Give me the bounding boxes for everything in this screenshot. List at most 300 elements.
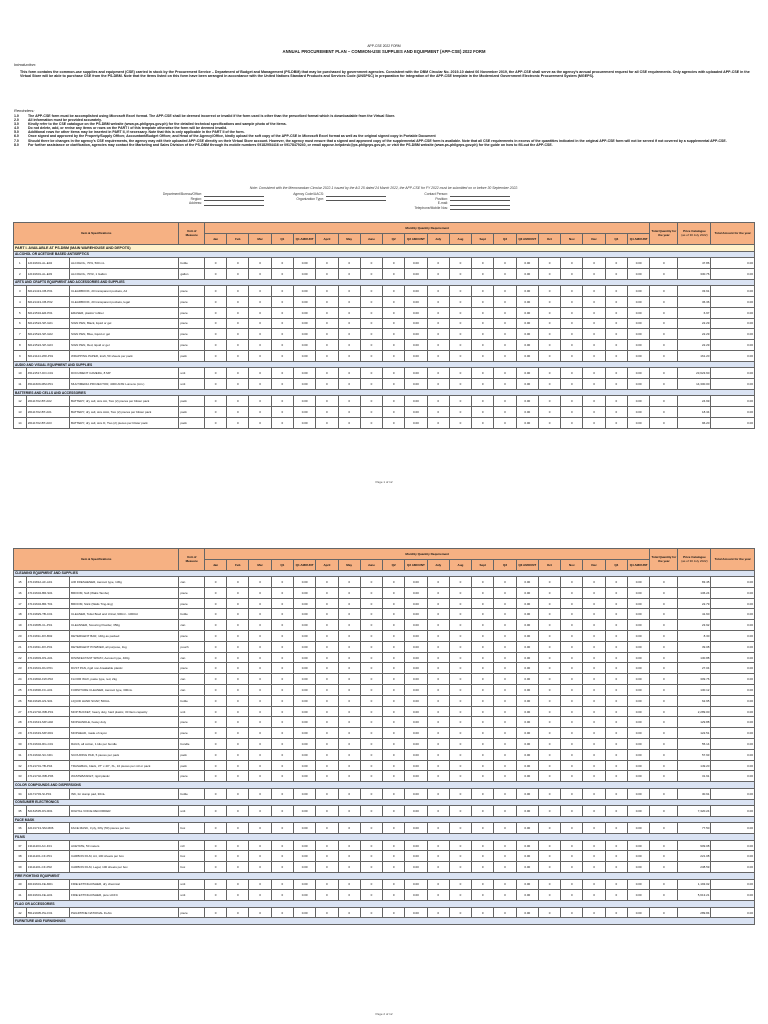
month-quantity-cell[interactable]: 0: [538, 417, 560, 428]
month-quantity-cell[interactable]: 0: [249, 685, 271, 696]
month-quantity-cell[interactable]: 0: [338, 879, 360, 890]
month-quantity-cell[interactable]: 0: [538, 598, 560, 609]
month-quantity-cell[interactable]: 0: [360, 407, 382, 418]
month-quantity-cell[interactable]: 0: [583, 663, 605, 674]
month-quantity-cell[interactable]: 0: [449, 407, 471, 418]
telephone-input[interactable]: [450, 206, 510, 211]
month-quantity-cell[interactable]: 0: [249, 396, 271, 407]
month-quantity-cell[interactable]: 0: [249, 407, 271, 418]
month-quantity-cell[interactable]: 0: [538, 641, 560, 652]
month-quantity-cell[interactable]: 0: [249, 620, 271, 631]
organization-type-input[interactable]: [326, 197, 386, 202]
month-quantity-cell[interactable]: 0: [583, 417, 605, 428]
month-quantity-cell[interactable]: 0: [249, 577, 271, 588]
month-quantity-cell[interactable]: 0: [249, 329, 271, 340]
month-quantity-cell[interactable]: 0: [338, 717, 360, 728]
month-quantity-cell[interactable]: 0: [583, 706, 605, 717]
month-quantity-cell[interactable]: 0: [449, 587, 471, 598]
month-quantity-cell[interactable]: 0: [204, 641, 226, 652]
month-quantity-cell[interactable]: 0: [338, 340, 360, 351]
month-quantity-cell[interactable]: 0: [449, 396, 471, 407]
month-quantity-cell[interactable]: 0: [561, 760, 583, 771]
month-quantity-cell[interactable]: 0: [227, 739, 249, 750]
month-quantity-cell[interactable]: 0: [338, 587, 360, 598]
month-quantity-cell[interactable]: 0: [360, 296, 382, 307]
month-quantity-cell[interactable]: 0: [204, 717, 226, 728]
month-quantity-cell[interactable]: 0: [449, 879, 471, 890]
month-quantity-cell[interactable]: 0: [561, 879, 583, 890]
month-quantity-cell[interactable]: 0: [227, 788, 249, 799]
month-quantity-cell[interactable]: 0: [561, 631, 583, 642]
month-quantity-cell[interactable]: 0: [583, 879, 605, 890]
month-quantity-cell[interactable]: 0: [472, 258, 494, 269]
month-quantity-cell[interactable]: 0: [449, 379, 471, 390]
month-quantity-cell[interactable]: 0: [316, 307, 338, 318]
month-quantity-cell[interactable]: 0: [472, 771, 494, 782]
month-quantity-cell[interactable]: 0: [538, 674, 560, 685]
month-quantity-cell[interactable]: 0: [316, 823, 338, 834]
month-quantity-cell[interactable]: 0: [472, 417, 494, 428]
month-quantity-cell[interactable]: 0: [538, 258, 560, 269]
month-quantity-cell[interactable]: 0: [472, 307, 494, 318]
month-quantity-cell[interactable]: 0: [449, 598, 471, 609]
month-quantity-cell[interactable]: 0: [249, 641, 271, 652]
month-quantity-cell[interactable]: 0: [204, 598, 226, 609]
month-quantity-cell[interactable]: 0: [427, 879, 449, 890]
month-quantity-cell[interactable]: 0: [227, 641, 249, 652]
month-quantity-cell[interactable]: 0: [561, 340, 583, 351]
month-quantity-cell[interactable]: 0: [316, 368, 338, 379]
month-quantity-cell[interactable]: 0: [472, 706, 494, 717]
month-quantity-cell[interactable]: 0: [449, 717, 471, 728]
month-quantity-cell[interactable]: 0: [561, 307, 583, 318]
month-quantity-cell[interactable]: 0: [338, 609, 360, 620]
month-quantity-cell[interactable]: 0: [583, 407, 605, 418]
month-quantity-cell[interactable]: 0: [472, 641, 494, 652]
month-quantity-cell[interactable]: 0: [583, 788, 605, 799]
month-quantity-cell[interactable]: 0: [227, 598, 249, 609]
month-quantity-cell[interactable]: 0: [449, 890, 471, 901]
month-quantity-cell[interactable]: 0: [472, 598, 494, 609]
month-quantity-cell[interactable]: 0: [316, 631, 338, 642]
month-quantity-cell[interactable]: 0: [338, 598, 360, 609]
month-quantity-cell[interactable]: 0: [538, 407, 560, 418]
month-quantity-cell[interactable]: 0: [249, 631, 271, 642]
month-quantity-cell[interactable]: 0: [538, 739, 560, 750]
month-quantity-cell[interactable]: 0: [316, 739, 338, 750]
month-quantity-cell[interactable]: 0: [227, 268, 249, 279]
address-input[interactable]: [204, 201, 264, 206]
month-quantity-cell[interactable]: 0: [538, 368, 560, 379]
month-quantity-cell[interactable]: 0: [472, 631, 494, 642]
month-quantity-cell[interactable]: 0: [427, 368, 449, 379]
month-quantity-cell[interactable]: 0: [449, 728, 471, 739]
month-quantity-cell[interactable]: 0: [360, 396, 382, 407]
month-quantity-cell[interactable]: 0: [249, 296, 271, 307]
month-quantity-cell[interactable]: 0: [583, 760, 605, 771]
month-quantity-cell[interactable]: 0: [561, 598, 583, 609]
month-quantity-cell[interactable]: 0: [360, 286, 382, 297]
month-quantity-cell[interactable]: 0: [249, 663, 271, 674]
month-quantity-cell[interactable]: 0: [449, 840, 471, 851]
month-quantity-cell[interactable]: 0: [316, 890, 338, 901]
month-quantity-cell[interactable]: 0: [204, 407, 226, 418]
month-quantity-cell[interactable]: 0: [338, 706, 360, 717]
month-quantity-cell[interactable]: 0: [316, 318, 338, 329]
month-quantity-cell[interactable]: 0: [449, 641, 471, 652]
month-quantity-cell[interactable]: 0: [538, 379, 560, 390]
month-quantity-cell[interactable]: 0: [472, 368, 494, 379]
month-quantity-cell[interactable]: 0: [538, 685, 560, 696]
month-quantity-cell[interactable]: 0: [338, 620, 360, 631]
month-quantity-cell[interactable]: 0: [449, 685, 471, 696]
month-quantity-cell[interactable]: 0: [561, 739, 583, 750]
month-quantity-cell[interactable]: 0: [204, 728, 226, 739]
month-quantity-cell[interactable]: 0: [204, 577, 226, 588]
month-quantity-cell[interactable]: 0: [561, 806, 583, 817]
month-quantity-cell[interactable]: 0: [338, 788, 360, 799]
month-quantity-cell[interactable]: 0: [249, 286, 271, 297]
month-quantity-cell[interactable]: 0: [360, 652, 382, 663]
month-quantity-cell[interactable]: 0: [449, 258, 471, 269]
month-quantity-cell[interactable]: 0: [360, 368, 382, 379]
month-quantity-cell[interactable]: 0: [449, 329, 471, 340]
month-quantity-cell[interactable]: 0: [360, 340, 382, 351]
month-quantity-cell[interactable]: 0: [204, 268, 226, 279]
month-quantity-cell[interactable]: 0: [561, 417, 583, 428]
month-quantity-cell[interactable]: 0: [338, 417, 360, 428]
month-quantity-cell[interactable]: 0: [204, 286, 226, 297]
month-quantity-cell[interactable]: 0: [204, 907, 226, 918]
month-quantity-cell[interactable]: 0: [472, 739, 494, 750]
month-quantity-cell[interactable]: 0: [538, 706, 560, 717]
month-quantity-cell[interactable]: 0: [538, 728, 560, 739]
month-quantity-cell[interactable]: 0: [427, 907, 449, 918]
month-quantity-cell[interactable]: 0: [427, 268, 449, 279]
month-quantity-cell[interactable]: 0: [561, 840, 583, 851]
month-quantity-cell[interactable]: 0: [427, 823, 449, 834]
month-quantity-cell[interactable]: 0: [583, 641, 605, 652]
month-quantity-cell[interactable]: 0: [204, 587, 226, 598]
month-quantity-cell[interactable]: 0: [449, 296, 471, 307]
month-quantity-cell[interactable]: 0: [561, 396, 583, 407]
month-quantity-cell[interactable]: 0: [227, 890, 249, 901]
month-quantity-cell[interactable]: 0: [360, 840, 382, 851]
month-quantity-cell[interactable]: 0: [227, 286, 249, 297]
month-quantity-cell[interactable]: 0: [204, 674, 226, 685]
month-quantity-cell[interactable]: 0: [449, 631, 471, 642]
month-quantity-cell[interactable]: 0: [561, 641, 583, 652]
month-quantity-cell[interactable]: 0: [427, 806, 449, 817]
month-quantity-cell[interactable]: 0: [249, 340, 271, 351]
month-quantity-cell[interactable]: 0: [360, 739, 382, 750]
month-quantity-cell[interactable]: 0: [538, 307, 560, 318]
month-quantity-cell[interactable]: 0: [538, 577, 560, 588]
month-quantity-cell[interactable]: 0: [449, 340, 471, 351]
month-quantity-cell[interactable]: 0: [338, 641, 360, 652]
month-quantity-cell[interactable]: 0: [249, 609, 271, 620]
month-quantity-cell[interactable]: 0: [338, 318, 360, 329]
month-quantity-cell[interactable]: 0: [583, 268, 605, 279]
month-quantity-cell[interactable]: 0: [204, 760, 226, 771]
month-quantity-cell[interactable]: 0: [561, 890, 583, 901]
month-quantity-cell[interactable]: 0: [338, 631, 360, 642]
month-quantity-cell[interactable]: 0: [472, 840, 494, 851]
month-quantity-cell[interactable]: 0: [360, 587, 382, 598]
month-quantity-cell[interactable]: 0: [227, 760, 249, 771]
month-quantity-cell[interactable]: 0: [449, 318, 471, 329]
month-quantity-cell[interactable]: 0: [249, 368, 271, 379]
month-quantity-cell[interactable]: 0: [561, 771, 583, 782]
month-quantity-cell[interactable]: 0: [538, 806, 560, 817]
month-quantity-cell[interactable]: 0: [316, 417, 338, 428]
month-quantity-cell[interactable]: 0: [316, 760, 338, 771]
month-quantity-cell[interactable]: 0: [316, 717, 338, 728]
month-quantity-cell[interactable]: 0: [427, 652, 449, 663]
month-quantity-cell[interactable]: 0: [338, 695, 360, 706]
month-quantity-cell[interactable]: 0: [249, 717, 271, 728]
month-quantity-cell[interactable]: 0: [427, 663, 449, 674]
month-quantity-cell[interactable]: 0: [427, 739, 449, 750]
month-quantity-cell[interactable]: 0: [204, 685, 226, 696]
month-quantity-cell[interactable]: 0: [360, 788, 382, 799]
month-quantity-cell[interactable]: 0: [338, 760, 360, 771]
month-quantity-cell[interactable]: 0: [472, 851, 494, 862]
month-quantity-cell[interactable]: 0: [316, 587, 338, 598]
month-quantity-cell[interactable]: 0: [449, 652, 471, 663]
month-quantity-cell[interactable]: 0: [227, 318, 249, 329]
month-quantity-cell[interactable]: 0: [227, 685, 249, 696]
month-quantity-cell[interactable]: 0: [204, 631, 226, 642]
month-quantity-cell[interactable]: 0: [204, 840, 226, 851]
month-quantity-cell[interactable]: 0: [561, 652, 583, 663]
month-quantity-cell[interactable]: 0: [249, 307, 271, 318]
month-quantity-cell[interactable]: 0: [249, 350, 271, 361]
month-quantity-cell[interactable]: 0: [338, 329, 360, 340]
month-quantity-cell[interactable]: 0: [583, 728, 605, 739]
month-quantity-cell[interactable]: 0: [316, 577, 338, 588]
month-quantity-cell[interactable]: 0: [561, 286, 583, 297]
month-quantity-cell[interactable]: 0: [204, 788, 226, 799]
month-quantity-cell[interactable]: 0: [538, 907, 560, 918]
month-quantity-cell[interactable]: 0: [583, 258, 605, 269]
month-quantity-cell[interactable]: 0: [427, 598, 449, 609]
month-quantity-cell[interactable]: 0: [338, 907, 360, 918]
month-quantity-cell[interactable]: 0: [338, 663, 360, 674]
month-quantity-cell[interactable]: 0: [561, 823, 583, 834]
month-quantity-cell[interactable]: 0: [227, 749, 249, 760]
month-quantity-cell[interactable]: 0: [538, 717, 560, 728]
month-quantity-cell[interactable]: 0: [472, 760, 494, 771]
month-quantity-cell[interactable]: 0: [538, 663, 560, 674]
month-quantity-cell[interactable]: 0: [472, 587, 494, 598]
month-quantity-cell[interactable]: 0: [472, 296, 494, 307]
month-quantity-cell[interactable]: 0: [249, 879, 271, 890]
month-quantity-cell[interactable]: 0: [538, 695, 560, 706]
month-quantity-cell[interactable]: 0: [360, 806, 382, 817]
month-quantity-cell[interactable]: 0: [472, 674, 494, 685]
month-quantity-cell[interactable]: 0: [427, 728, 449, 739]
month-quantity-cell[interactable]: 0: [227, 851, 249, 862]
month-quantity-cell[interactable]: 0: [449, 706, 471, 717]
month-quantity-cell[interactable]: 0: [204, 609, 226, 620]
month-quantity-cell[interactable]: 0: [583, 823, 605, 834]
month-quantity-cell[interactable]: 0: [360, 620, 382, 631]
month-quantity-cell[interactable]: 0: [204, 329, 226, 340]
month-quantity-cell[interactable]: 0: [538, 609, 560, 620]
month-quantity-cell[interactable]: 0: [249, 674, 271, 685]
month-quantity-cell[interactable]: 0: [583, 318, 605, 329]
month-quantity-cell[interactable]: 0: [316, 609, 338, 620]
month-quantity-cell[interactable]: 0: [427, 706, 449, 717]
month-quantity-cell[interactable]: 0: [204, 396, 226, 407]
month-quantity-cell[interactable]: 0: [204, 652, 226, 663]
month-quantity-cell[interactable]: 0: [338, 652, 360, 663]
month-quantity-cell[interactable]: 0: [227, 806, 249, 817]
month-quantity-cell[interactable]: 0: [561, 907, 583, 918]
month-quantity-cell[interactable]: 0: [316, 695, 338, 706]
month-quantity-cell[interactable]: 0: [360, 771, 382, 782]
month-quantity-cell[interactable]: 0: [227, 609, 249, 620]
month-quantity-cell[interactable]: 0: [360, 609, 382, 620]
month-quantity-cell[interactable]: 0: [449, 674, 471, 685]
month-quantity-cell[interactable]: 0: [427, 862, 449, 873]
month-quantity-cell[interactable]: 0: [360, 862, 382, 873]
month-quantity-cell[interactable]: 0: [227, 652, 249, 663]
month-quantity-cell[interactable]: 0: [316, 663, 338, 674]
month-quantity-cell[interactable]: 0: [472, 340, 494, 351]
month-quantity-cell[interactable]: 0: [427, 771, 449, 782]
month-quantity-cell[interactable]: 0: [538, 862, 560, 873]
month-quantity-cell[interactable]: 0: [316, 620, 338, 631]
month-quantity-cell[interactable]: 0: [472, 879, 494, 890]
month-quantity-cell[interactable]: 0: [538, 749, 560, 760]
month-quantity-cell[interactable]: 0: [227, 879, 249, 890]
month-quantity-cell[interactable]: 0: [538, 396, 560, 407]
month-quantity-cell[interactable]: 0: [316, 598, 338, 609]
month-quantity-cell[interactable]: 0: [561, 685, 583, 696]
month-quantity-cell[interactable]: 0: [583, 749, 605, 760]
month-quantity-cell[interactable]: 0: [204, 851, 226, 862]
month-quantity-cell[interactable]: 0: [249, 417, 271, 428]
month-quantity-cell[interactable]: 0: [360, 641, 382, 652]
month-quantity-cell[interactable]: 0: [449, 851, 471, 862]
month-quantity-cell[interactable]: 0: [360, 258, 382, 269]
month-quantity-cell[interactable]: 0: [561, 728, 583, 739]
month-quantity-cell[interactable]: 0: [472, 286, 494, 297]
month-quantity-cell[interactable]: 0: [449, 862, 471, 873]
month-quantity-cell[interactable]: 0: [583, 340, 605, 351]
month-quantity-cell[interactable]: 0: [561, 620, 583, 631]
month-quantity-cell[interactable]: 0: [249, 771, 271, 782]
month-quantity-cell[interactable]: 0: [338, 739, 360, 750]
month-quantity-cell[interactable]: 0: [249, 890, 271, 901]
month-quantity-cell[interactable]: 0: [427, 587, 449, 598]
month-quantity-cell[interactable]: 0: [472, 407, 494, 418]
month-quantity-cell[interactable]: 0: [427, 620, 449, 631]
month-quantity-cell[interactable]: 0: [249, 739, 271, 750]
month-quantity-cell[interactable]: 0: [338, 823, 360, 834]
month-quantity-cell[interactable]: 0: [249, 851, 271, 862]
month-quantity-cell[interactable]: 0: [338, 685, 360, 696]
month-quantity-cell[interactable]: 0: [316, 674, 338, 685]
month-quantity-cell[interactable]: 0: [472, 685, 494, 696]
month-quantity-cell[interactable]: 0: [316, 652, 338, 663]
month-quantity-cell[interactable]: 0: [583, 862, 605, 873]
month-quantity-cell[interactable]: 0: [204, 620, 226, 631]
month-quantity-cell[interactable]: 0: [316, 329, 338, 340]
month-quantity-cell[interactable]: 0: [538, 296, 560, 307]
month-quantity-cell[interactable]: 0: [338, 368, 360, 379]
month-quantity-cell[interactable]: 0: [204, 258, 226, 269]
month-quantity-cell[interactable]: 0: [427, 760, 449, 771]
month-quantity-cell[interactable]: 0: [249, 760, 271, 771]
month-quantity-cell[interactable]: 0: [583, 652, 605, 663]
month-quantity-cell[interactable]: 0: [561, 350, 583, 361]
month-quantity-cell[interactable]: 0: [227, 296, 249, 307]
month-quantity-cell[interactable]: 0: [204, 368, 226, 379]
month-quantity-cell[interactable]: 0: [360, 907, 382, 918]
month-quantity-cell[interactable]: 0: [227, 396, 249, 407]
month-quantity-cell[interactable]: 0: [538, 879, 560, 890]
month-quantity-cell[interactable]: 0: [427, 788, 449, 799]
month-quantity-cell[interactable]: 0: [449, 350, 471, 361]
month-quantity-cell[interactable]: 0: [316, 296, 338, 307]
month-quantity-cell[interactable]: 0: [360, 823, 382, 834]
month-quantity-cell[interactable]: 0: [427, 379, 449, 390]
month-quantity-cell[interactable]: 0: [360, 417, 382, 428]
month-quantity-cell[interactable]: 0: [227, 674, 249, 685]
month-quantity-cell[interactable]: 0: [449, 609, 471, 620]
month-quantity-cell[interactable]: 0: [249, 907, 271, 918]
month-quantity-cell[interactable]: 0: [360, 749, 382, 760]
month-quantity-cell[interactable]: 0: [538, 760, 560, 771]
month-quantity-cell[interactable]: 0: [249, 840, 271, 851]
month-quantity-cell[interactable]: 0: [316, 788, 338, 799]
month-quantity-cell[interactable]: 0: [538, 286, 560, 297]
month-quantity-cell[interactable]: 0: [427, 318, 449, 329]
month-quantity-cell[interactable]: 0: [204, 379, 226, 390]
month-quantity-cell[interactable]: 0: [561, 577, 583, 588]
month-quantity-cell[interactable]: 0: [561, 788, 583, 799]
month-quantity-cell[interactable]: 0: [583, 286, 605, 297]
month-quantity-cell[interactable]: 0: [561, 706, 583, 717]
month-quantity-cell[interactable]: 0: [538, 823, 560, 834]
month-quantity-cell[interactable]: 0: [583, 685, 605, 696]
month-quantity-cell[interactable]: 0: [538, 652, 560, 663]
month-quantity-cell[interactable]: 0: [538, 268, 560, 279]
month-quantity-cell[interactable]: 0: [449, 417, 471, 428]
month-quantity-cell[interactable]: 0: [360, 329, 382, 340]
month-quantity-cell[interactable]: 0: [338, 307, 360, 318]
month-quantity-cell[interactable]: 0: [449, 695, 471, 706]
month-quantity-cell[interactable]: 0: [472, 609, 494, 620]
month-quantity-cell[interactable]: 0: [316, 879, 338, 890]
month-quantity-cell[interactable]: 0: [538, 587, 560, 598]
month-quantity-cell[interactable]: 0: [360, 706, 382, 717]
month-quantity-cell[interactable]: 0: [449, 307, 471, 318]
month-quantity-cell[interactable]: 0: [227, 695, 249, 706]
month-quantity-cell[interactable]: 0: [583, 587, 605, 598]
month-quantity-cell[interactable]: 0: [449, 739, 471, 750]
month-quantity-cell[interactable]: 0: [360, 851, 382, 862]
month-quantity-cell[interactable]: 0: [249, 598, 271, 609]
month-quantity-cell[interactable]: 0: [427, 641, 449, 652]
month-quantity-cell[interactable]: 0: [204, 862, 226, 873]
month-quantity-cell[interactable]: 0: [338, 407, 360, 418]
month-quantity-cell[interactable]: 0: [561, 587, 583, 598]
month-quantity-cell[interactable]: 0: [449, 907, 471, 918]
